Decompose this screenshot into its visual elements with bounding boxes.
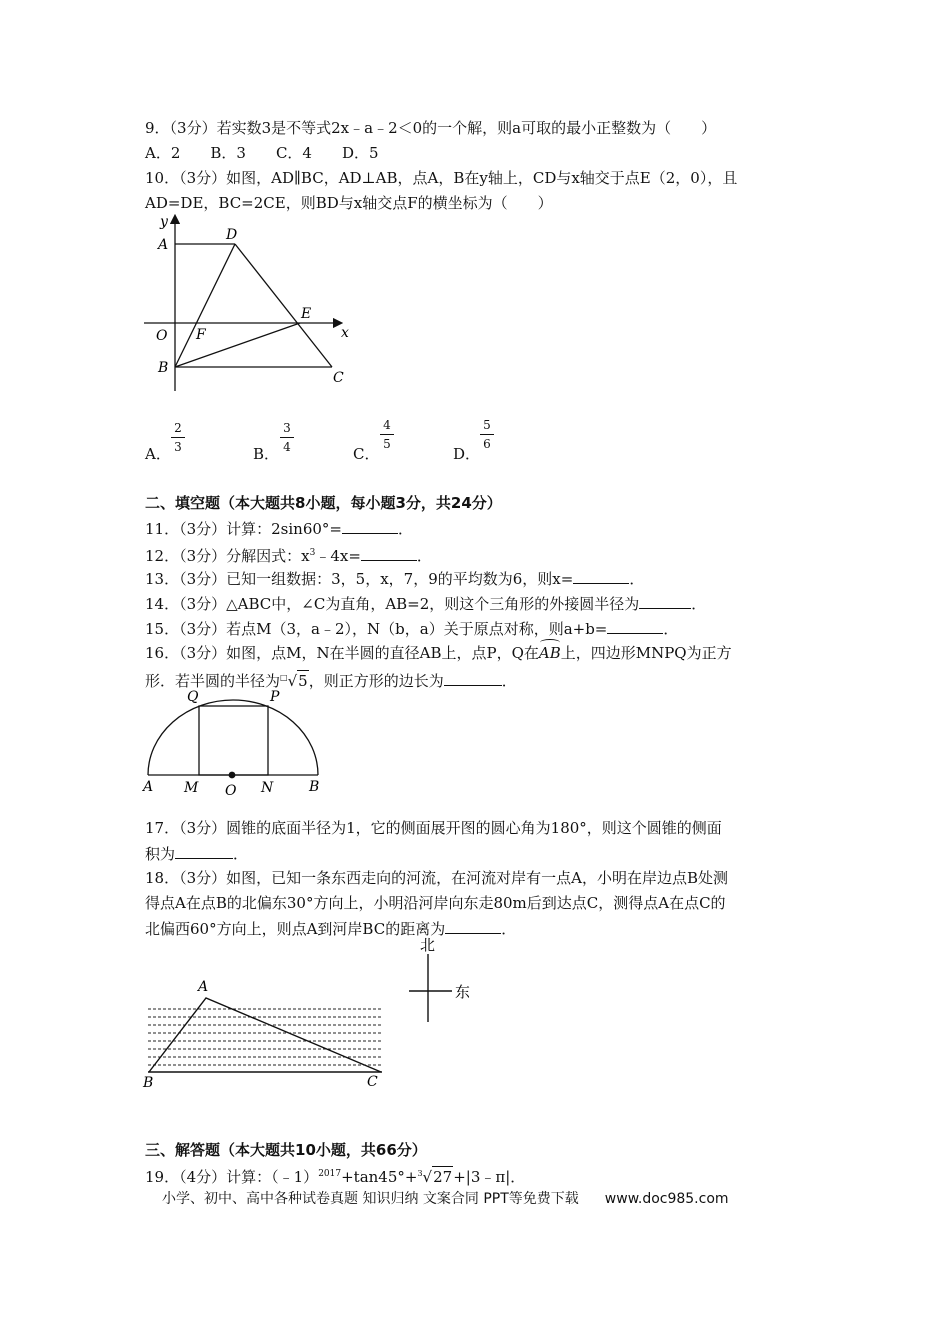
label-c: C: [367, 1074, 378, 1090]
q16-stem-part2: 上，四边形MNPQ为正方: [560, 644, 732, 662]
semicircle-arc: [148, 700, 318, 775]
label-n: N: [261, 780, 274, 796]
q14-answer-blank: [639, 593, 691, 609]
label-b: B: [158, 360, 169, 376]
q16-root-index: □: [280, 673, 288, 682]
footer-url[interactable]: www.doc985.com: [604, 1191, 729, 1207]
label-e: E: [301, 306, 312, 322]
fraction-numerator: 3: [283, 421, 291, 435]
q18-end: ．: [501, 920, 517, 938]
q18-line1: 18．（3分）如图，已知一条东西走向的河流，在河流对岸有一点A，小明在岸边点B处测: [145, 869, 728, 887]
label-q: Q: [187, 689, 199, 705]
q12-line: [145, 543, 432, 566]
q12-answer-blank: [361, 545, 417, 561]
q13-stem: 13．（3分）已知一组数据：3，5，x，7，9的平均数为6，则x=: [145, 570, 574, 588]
q11-line: [145, 518, 413, 539]
q17-end: ．: [233, 845, 249, 863]
q17-stem: 积为: [145, 845, 176, 863]
q10-option-b-fraction: [280, 421, 294, 454]
q17-answer-blank: [175, 843, 233, 859]
label-c: C: [333, 370, 344, 386]
q16-end: ．: [501, 672, 517, 690]
q9-options: A．2 B．3 C．4 D．5: [145, 144, 379, 162]
q12-end: ．: [416, 547, 432, 565]
q17-line2: [145, 843, 248, 864]
q12-stem-rest: ﹣4x=: [315, 547, 361, 565]
q19-root-index: 3: [417, 1169, 423, 1178]
q14-end: ．: [691, 595, 707, 613]
q10-option-b-label: B．: [253, 445, 280, 463]
q16-radicand: 5: [298, 672, 308, 690]
q18-figure: [140, 935, 490, 1095]
river-hatching: [148, 1009, 382, 1065]
q13-line: [145, 568, 644, 589]
fraction-denominator: 3: [174, 440, 182, 454]
label-p: P: [270, 689, 280, 705]
label-x: x: [341, 325, 349, 341]
q12-stem: 12．（3分）分解因式：x: [145, 547, 310, 565]
q19-stem-end: +|3﹣π|．: [453, 1168, 526, 1186]
q16-arc-ab: AB: [538, 644, 561, 662]
q10-stem-line1: 10．（3分）如图，AD∥BC，AD⊥AB，点A，B在y轴上，CD与x轴交于点E（2，0），且: [145, 169, 738, 187]
radical-sign: √: [422, 1168, 433, 1186]
q11-stem: 11．（3分）计算：2sin60°=: [145, 520, 342, 538]
q11-end: ．: [398, 520, 414, 538]
section-2-title: 二、填空题（本大题共8小题，每小题3分，共24分）: [145, 494, 502, 512]
q15-stem: 15．（3分）若点M（3，a﹣2），N（b，a）关于原点对称，则a+b=: [145, 620, 608, 638]
q19-exponent: 2017: [318, 1169, 342, 1179]
center-point-o: [229, 772, 236, 779]
q13-end: ．: [629, 570, 645, 588]
q10-option-c-fraction: [380, 418, 394, 451]
label-east: 东: [455, 983, 471, 1001]
q12-exponent: 3: [309, 548, 316, 558]
label-d: D: [226, 227, 238, 243]
q16-stem-part3: 形．若半圆的半径为: [145, 672, 281, 690]
segment-dc: [235, 244, 332, 367]
q15-line: [145, 618, 678, 639]
label-north: 北: [420, 936, 436, 954]
fraction-numerator: 4: [383, 418, 391, 432]
q18-answer-blank: [445, 918, 501, 934]
radical-sign: √: [287, 672, 298, 690]
q13-answer-blank: [573, 568, 629, 584]
fraction-denominator: 6: [483, 437, 491, 451]
q10-option-c-label: C．: [353, 445, 380, 463]
label-m: M: [184, 780, 199, 796]
q19-radicand: 27: [433, 1168, 453, 1186]
q10-option-a-label: A．: [145, 445, 171, 463]
q15-end: ．: [663, 620, 679, 638]
label-b: B: [309, 779, 320, 795]
q17-line1: 17．（3分）圆锥的底面半径为1，它的侧面展开图的圆心角为180°，则这个圆锥的侧面: [145, 819, 722, 837]
label-a: A: [143, 779, 154, 795]
label-b: B: [143, 1075, 154, 1091]
q16-figure: [140, 685, 330, 800]
q16-stem-part1: 16．（3分）如图，点M，N在半圆的直径AB上，点P，Q在: [145, 644, 539, 662]
section-3-title: 三、解答题（本大题共10小题，共66分）: [145, 1141, 427, 1159]
q18-line2: 得点A在点B的北偏东30°方向上，小明沿河岸向东走80m后到达点C，测得点A在点C的: [145, 894, 726, 912]
fraction-numerator: 2: [174, 421, 182, 435]
q14-stem: 14．（3分）△ABC中，∠C为直角，AB=2，则这个三角形的外接圆半径为: [145, 595, 640, 613]
square-mnpq: [199, 706, 268, 775]
q16-line1: [145, 643, 732, 663]
footer-text: 小学、初中、高中各种试卷真题 知识归纳 文案合同 PPT等免费下载: [162, 1191, 579, 1207]
q11-answer-blank: [342, 518, 398, 534]
q16-stem-part4: ，则正方形的边长为: [308, 672, 444, 690]
q19-line: [145, 1164, 525, 1187]
q19-stem: 19．（4分）计算：（﹣1）: [145, 1168, 319, 1186]
label-o: O: [225, 783, 237, 799]
q15-answer-blank: [607, 618, 663, 634]
q10-figure: [140, 213, 370, 393]
fraction-denominator: 4: [283, 440, 291, 454]
label-f: F: [196, 327, 206, 343]
q10-stem-line2: AD=DE，BC=2CE，则BD与x轴交点F的横坐标为（ ）: [145, 194, 553, 212]
q10-option-a-fraction: [171, 421, 185, 454]
q19-stem-mid: +tan45°+: [341, 1168, 418, 1186]
label-y: y: [160, 214, 168, 230]
label-a: A: [198, 979, 209, 995]
fraction-denominator: 5: [383, 437, 391, 451]
q10-option-d-fraction: [480, 418, 494, 451]
q9-stem: 9．（3分）若实数3是不等式2x﹣a﹣2＜0的一个解，则a可取的最小正整数为（ ）: [145, 119, 717, 137]
q14-line: [145, 593, 706, 614]
q16-answer-blank: [444, 670, 502, 686]
footer: [162, 1189, 729, 1209]
label-a: A: [158, 237, 169, 253]
label-o: O: [156, 328, 168, 344]
fraction-numerator: 5: [483, 418, 491, 432]
q10-option-d-label: D．: [453, 445, 481, 463]
q18-stem: 北偏西60°方向上，则点A到河岸BC的距离为: [145, 920, 446, 938]
